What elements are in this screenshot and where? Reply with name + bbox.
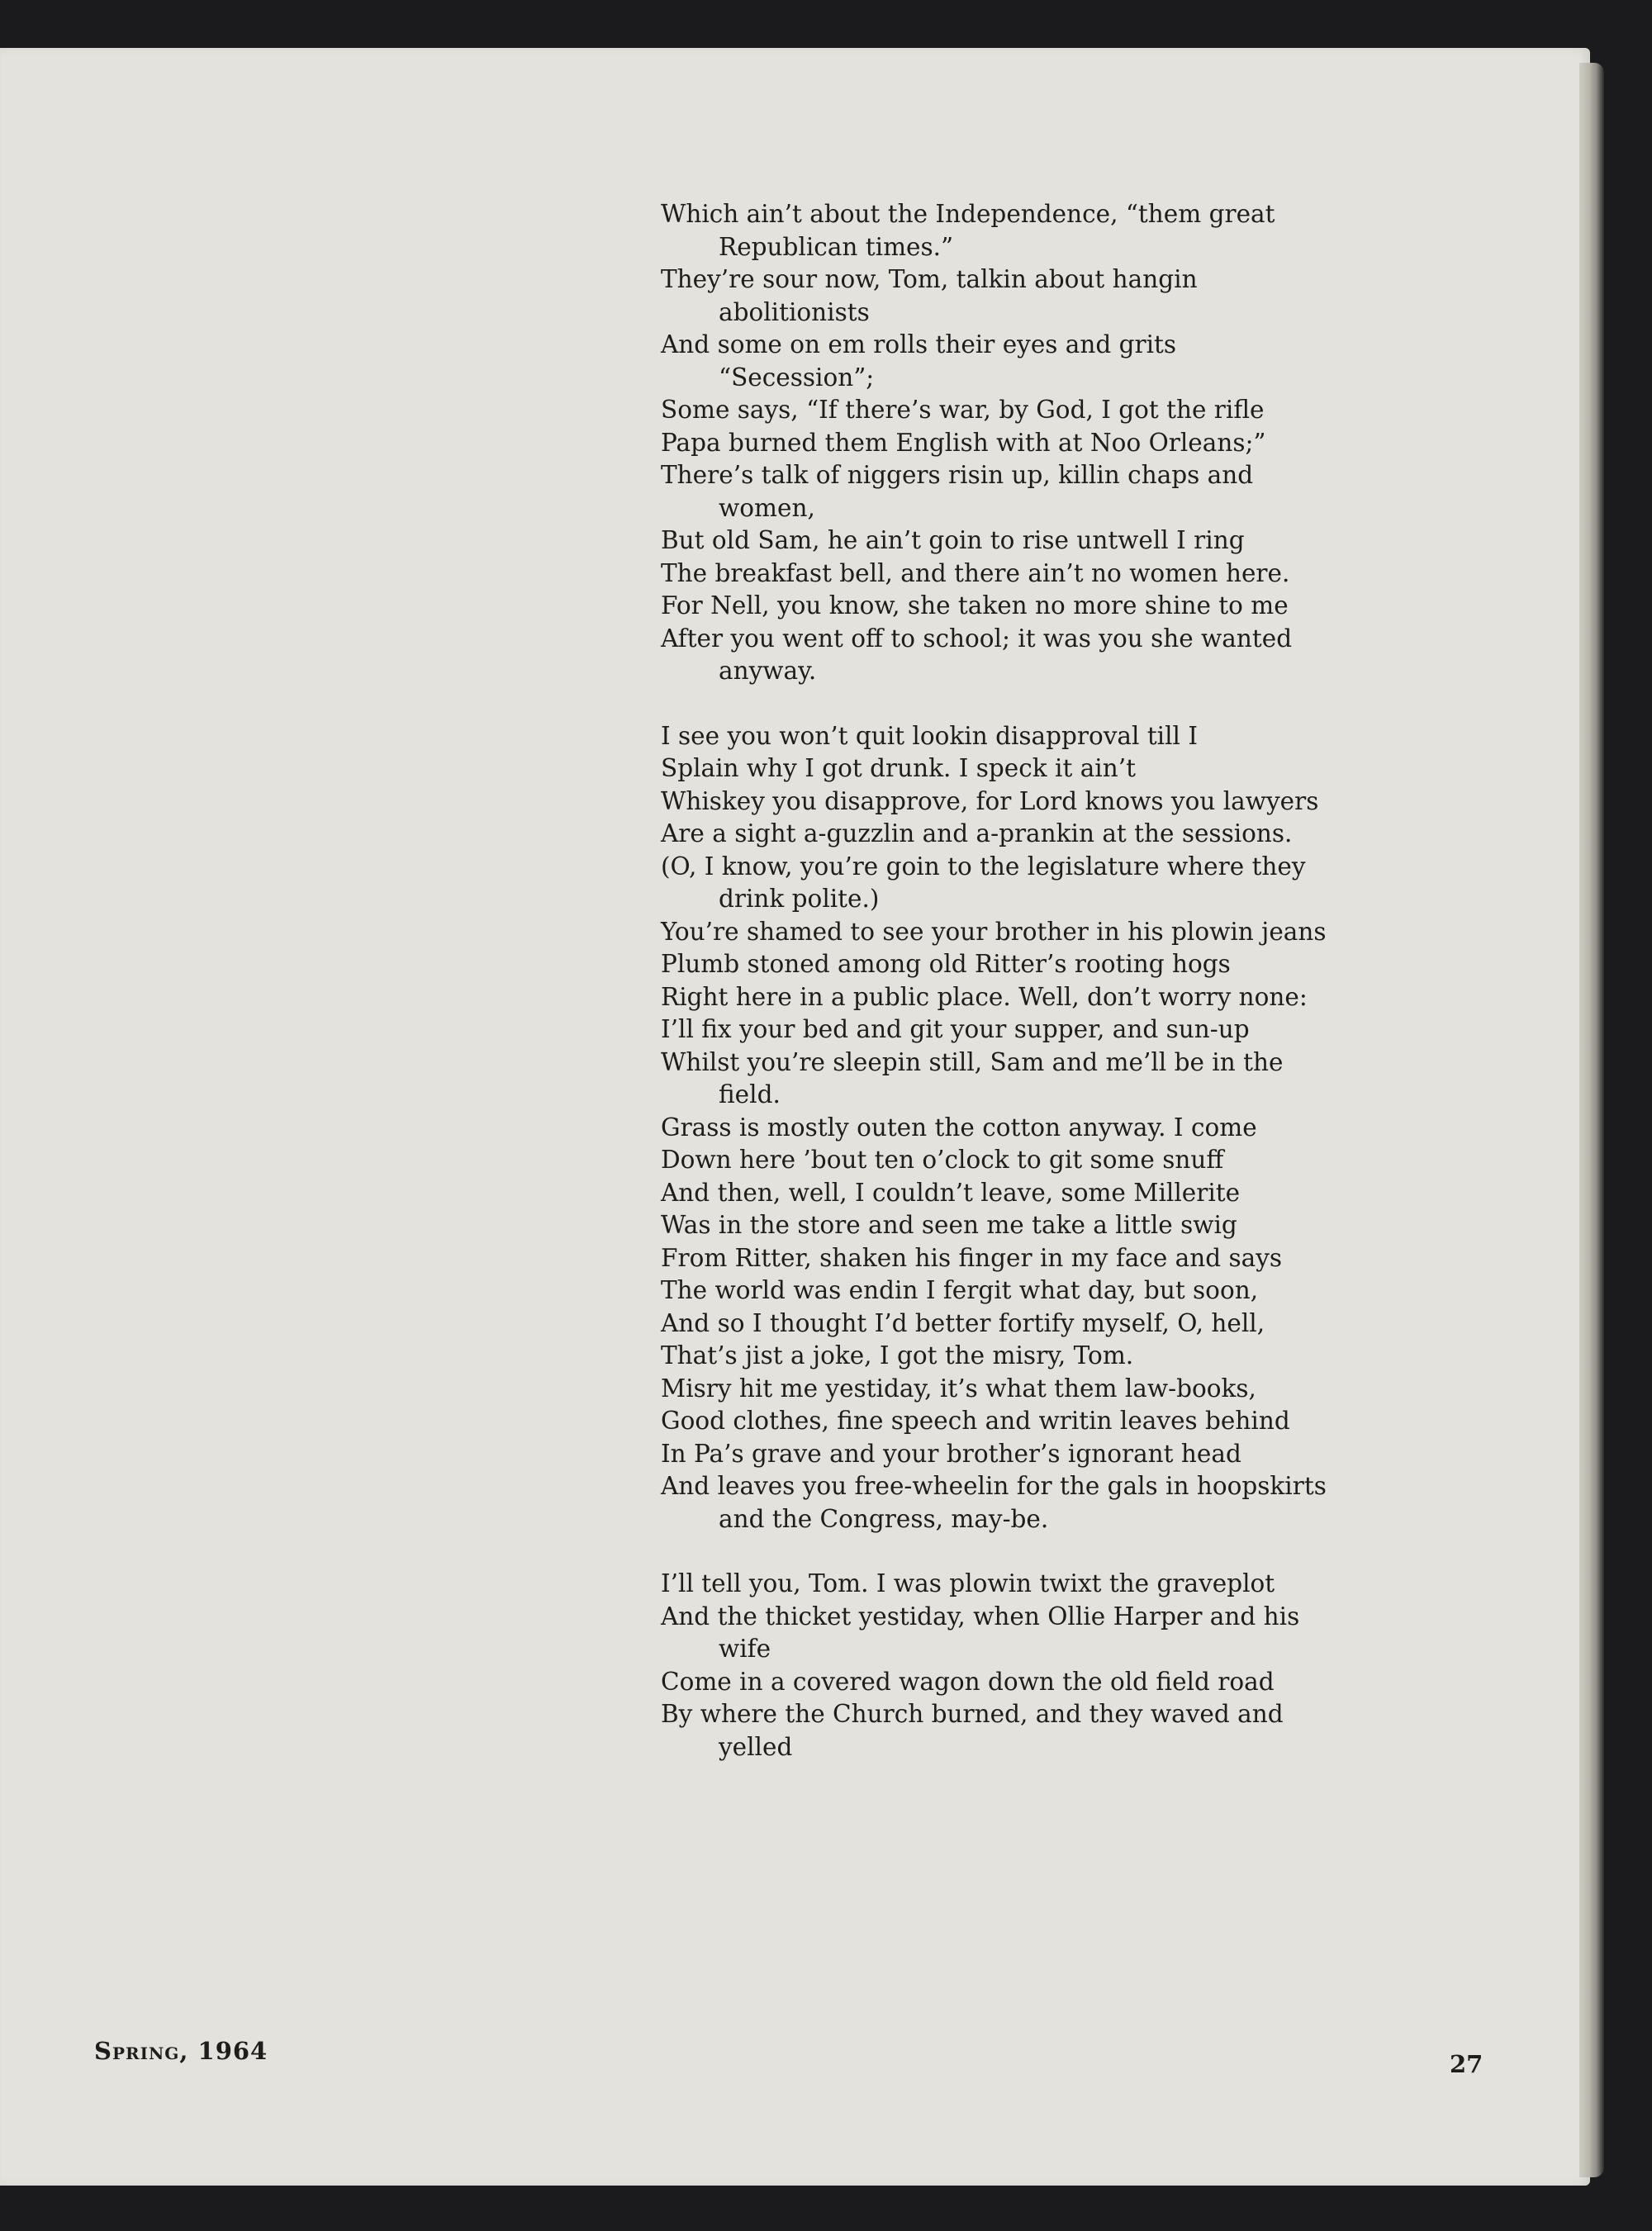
poem-line: Down here ’bout ten o’clock to git some snuff [661,1146,1224,1174]
page-number: 27 [1450,2050,1483,2078]
poem-line: They’re sour now, Tom, talkin about hangin abolitionists [661,265,1198,326]
page-edge [1579,63,1604,2177]
poem-line: In Pa’s grave and your brother’s ignorant head [661,1439,1241,1468]
poem-stanza [661,1568,1338,1763]
poem-line: From Ritter, shaken his finger in my face and says [661,1243,1283,1272]
poem-line: After you went off to school; it was you she wanted anyway. [661,624,1293,685]
poem-line: Some says, “If there’s war, by God, I got the rifle [661,396,1265,424]
poem-line: And so I thought I’d better fortify myself, O, hell, [661,1308,1265,1337]
poem-line: Good clothes, fine speech and writin leaves behind [661,1407,1290,1435]
poem-line: By where the Church burned, and they waved and yelled [661,1700,1284,1761]
poem-line: And leaves you free-wheelin for the gals in hoopskirts and the Congress, may-be. [661,1472,1327,1533]
poem-line: The breakfast bell, and there ain’t no women here. [661,558,1290,587]
poem-line: Come in a covered wagon down the old field road [661,1667,1275,1696]
poem-line: Whilst you’re sleepin still, Sam and me’ll be in the field. [661,1047,1284,1108]
poem-line: Which ain’t about the Independence, “them great Republican times.” [661,200,1275,261]
poem-line: Was in the store and seen me take a little swig [661,1211,1237,1239]
poem-line: Misry hit me yestiday, it’s what them law-books, [661,1374,1256,1403]
poem-stanza [661,198,1338,688]
poem-line: And then, well, I couldn’t leave, some Millerite [661,1178,1241,1207]
poem-line: There’s talk of niggers risin up, killin chaps and women, [661,461,1254,522]
poem-stanza [661,720,1338,1536]
poem-line: And the thicket yestiday, when Ollie Harper and his wife [661,1602,1300,1663]
poem-line: (O, I know, you’re goin to the legislature where they drink polite.) [661,852,1306,913]
poem-line: And some on em rolls their eyes and grits “Secession”; [661,330,1177,392]
poem-line: Plumb stoned among old Ritter’s rooting hogs [661,950,1231,978]
poem-line: For Nell, you know, she taken no more shine to me [661,591,1289,619]
poem-line: Splain why I got drunk. I speck it ain’t [661,754,1136,782]
poem-line: Papa burned them English with at Noo Orleans;” [661,428,1266,457]
poem-line: That’s jist a joke, I got the misry, Tom. [661,1341,1134,1369]
poem-line: I see you won’t quit lookin disapproval till I [661,721,1199,750]
poem-line: I’ll fix your bed and git your supper, and sun-up [661,1015,1250,1043]
poem-line: But old Sam, he ain’t goin to rise untwell I ring [661,526,1245,554]
poem-line: Are a sight a-guzzlin and a-prankin at the sessions. [661,819,1293,847]
poem-line: You’re shamed to see your brother in his plowin jeans [661,917,1327,946]
poem-body [661,198,1338,1763]
poem-line: Right here in a public place. Well, don’t worry none: [661,982,1308,1011]
running-footer-issue: Spring, 1964 [94,2037,268,2065]
poem-line: Grass is mostly outen the cotton anyway. I come [661,1113,1257,1142]
poem-line: Whiskey you disapprove, for Lord knows you lawyers [661,786,1319,815]
poem-line: The world was endin I fergit what day, but soon, [661,1276,1259,1304]
poem-line: I’ll tell you, Tom. I was plowin twixt the graveplot [661,1569,1275,1597]
